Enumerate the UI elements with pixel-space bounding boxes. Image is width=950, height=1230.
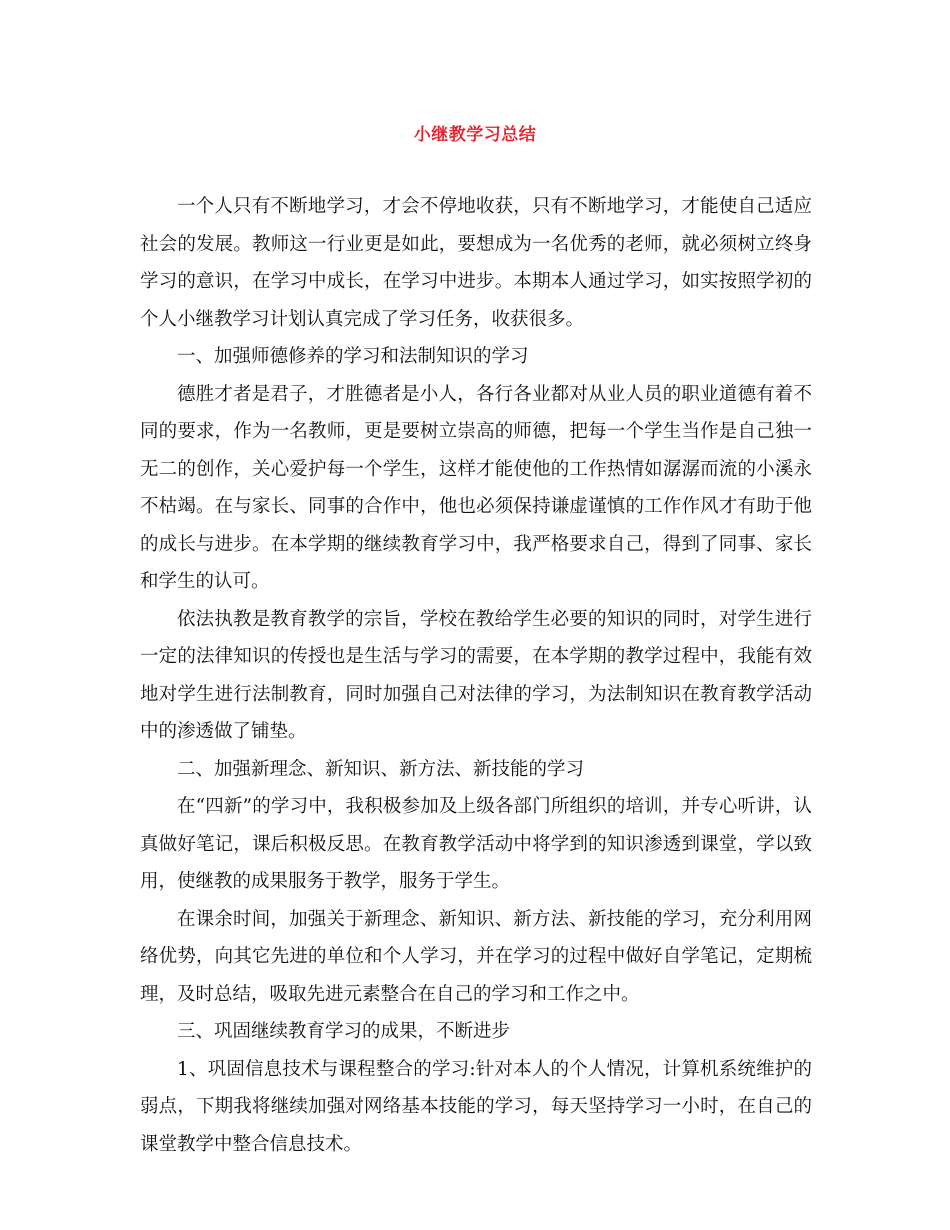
paragraph-ethics: 德胜才者是君子，才胜德者是小人，各行各业都对从业人员的职业道德有着不同的要求，作为一名教师，更是要树立崇高的师德，把每一个学生当作是自己独一无二的创作，关心爱护每一个学生，这样才能使他的工作热情如潺潺而流的小溪永不枯竭。在与家长、同事的合作中，他也必须保持谦虚谨慎的工作作风才有助于他的成长与进步。在本学期的继续教育学习中，我严格要求自己，得到了同事、家长和学生的认可。 — [140, 383, 812, 592]
document-body — [140, 188, 812, 1163]
paragraph-four-new: 在“四新”的学习中，我积极参加及上级各部门所组织的培训，并专心听讲，认真做好笔记，课后积极反思。在教育教学活动中将学到的知识渗透到课堂，学以致用，使继教的成果服务于教学，服务于学生。 — [140, 796, 812, 892]
section-heading-3: 三、巩固继续教育学习的成果，不断进步 — [177, 1021, 511, 1042]
document-title: 小继教学习总结 — [413, 125, 537, 145]
paragraph-spare-time: 在课余时间，加强关于新理念、新知识、新方法、新技能的学习，充分利用网络优势，向其它先进的单位和个人学习，并在学习的过程中做好自学笔记，定期梳理，及时总结，吸取先进元素整合在自己的学习和工作之中。 — [140, 908, 812, 1005]
section-heading-2: 二、加强新理念、新知识、新方法、新技能的学习 — [177, 758, 585, 780]
paragraph-intro: 一个人只有不断地学习，才会不停地收获，只有不断地学习，才能使自己适应社会的发展。教师这一行业更是如此，要想成为一名优秀的老师，就必须树立终身学习的意识，在学习中成长，在学习中进步。本期本人通过学习，如实按照学初的个人小继教学习计划认真完成了学习任务，收获很多。 — [140, 196, 812, 330]
paragraph-law: 依法执教是教育教学的宗旨，学校在教给学生必要的知识的同时，对学生进行一定的法律知识的传授也是生活与学习的需要，在本学期的教学过程中，我能有效地对学生进行法制教育，同时加强自己对法律的学习，为法制知识在教育教学活动中的渗透做了铺垫。 — [140, 608, 812, 742]
paragraph-it-integration: 1、巩固信息技术与课程整合的学习:针对本人的个人情况，计算机系统维护的弱点，下期我将继续加强对网络基本技能的学习，每天坚持学习一小时，在自己的课堂教学中整合信息技术。 — [140, 1058, 812, 1155]
section-heading-1: 一、加强师德修养的学习和法制知识的学习 — [177, 346, 529, 367]
